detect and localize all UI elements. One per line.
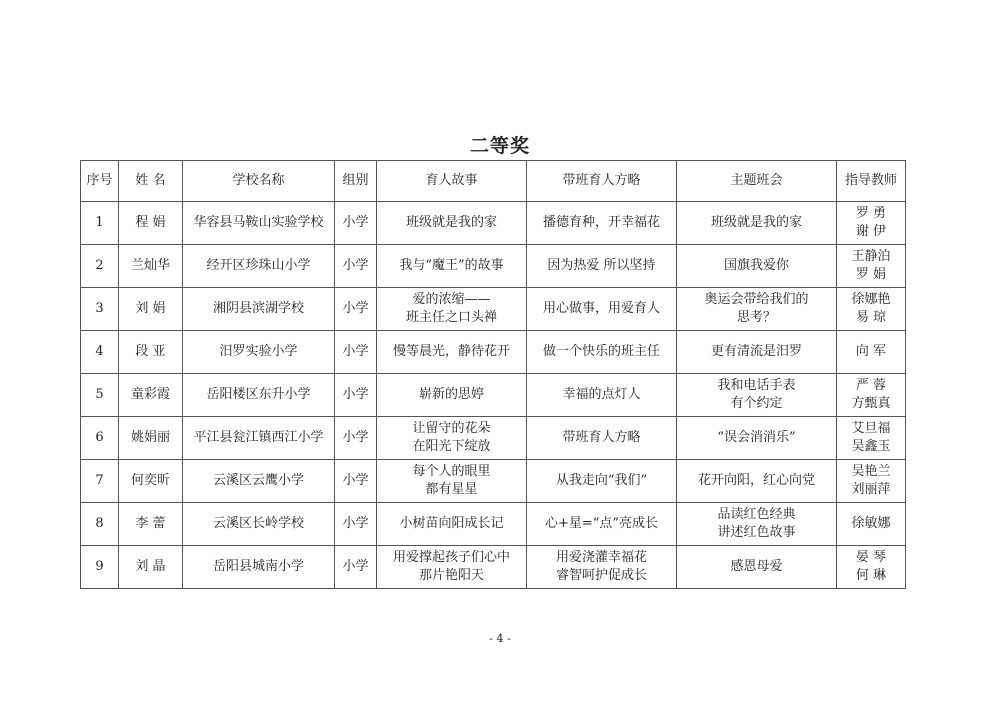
school-name: 岳阳县城南小学 bbox=[183, 546, 335, 589]
group: 小学 bbox=[335, 331, 377, 374]
header-name: 姓 名 bbox=[119, 161, 183, 202]
advisor-names-line: 向 军 bbox=[855, 344, 887, 359]
strategy-title-line: 心+星=“点”亮成长 bbox=[544, 516, 659, 531]
advisor-names-line: 刘丽萍 bbox=[851, 482, 891, 497]
school-name: 岳阳楼区东升小学 bbox=[183, 374, 335, 417]
header-group: 组别 bbox=[335, 161, 377, 202]
table-row bbox=[81, 202, 906, 245]
story-title bbox=[377, 288, 527, 331]
advisor-names-line: 方甄真 bbox=[851, 396, 891, 411]
school-name: 华容县马鞍山实验学校 bbox=[183, 202, 335, 245]
story-title-line: 崭新的思婷 bbox=[418, 387, 484, 402]
group: 小学 bbox=[335, 245, 377, 288]
row-index: 4 bbox=[81, 331, 119, 374]
row-index: 6 bbox=[81, 417, 119, 460]
table-row bbox=[81, 374, 906, 417]
advisor-names-line: 罗 娟 bbox=[855, 267, 887, 282]
school-name: 云溪区长岭学校 bbox=[183, 503, 335, 546]
strategy-title bbox=[527, 417, 677, 460]
header-class-meeting: 主题班会 bbox=[677, 161, 837, 202]
class-meeting-title bbox=[677, 331, 837, 374]
awardee-name: 何奕昕 bbox=[119, 460, 183, 503]
advisor-names bbox=[837, 374, 906, 417]
story-title-line: 每个人的眼里 bbox=[412, 464, 491, 479]
table-header-row bbox=[81, 161, 906, 202]
strategy-title bbox=[527, 202, 677, 245]
class-meeting-title bbox=[677, 288, 837, 331]
story-title bbox=[377, 202, 527, 245]
advisor-names-line: 罗 勇 bbox=[855, 206, 887, 221]
table-row bbox=[81, 460, 906, 503]
advisor-names-line: 吴艳兰 bbox=[851, 464, 891, 479]
header-strategy: 带班育人方略 bbox=[527, 161, 677, 202]
strategy-title-line: 幸福的点灯人 bbox=[562, 387, 641, 402]
group: 小学 bbox=[335, 202, 377, 245]
story-title-line: 爱的浓缩—— bbox=[412, 292, 491, 307]
class-meeting-title-line: “误会消消乐” bbox=[717, 430, 796, 445]
class-meeting-title-line: 班级就是我的家 bbox=[710, 215, 802, 230]
class-meeting-title-line: 品读红色经典 bbox=[717, 507, 796, 522]
class-meeting-title-line: 国旗我爱你 bbox=[723, 258, 789, 273]
story-title bbox=[377, 417, 527, 460]
row-index: 9 bbox=[81, 546, 119, 589]
class-meeting-title bbox=[677, 417, 837, 460]
header-advisor: 指导教师 bbox=[837, 161, 906, 202]
story-title bbox=[377, 374, 527, 417]
class-meeting-title bbox=[677, 245, 837, 288]
group: 小学 bbox=[335, 546, 377, 589]
story-title-line: 小树苗向阳成长记 bbox=[399, 516, 504, 531]
advisor-names bbox=[837, 202, 906, 245]
story-title bbox=[377, 331, 527, 374]
strategy-title bbox=[527, 245, 677, 288]
class-meeting-title bbox=[677, 460, 837, 503]
strategy-title-line: 睿智呵护促成长 bbox=[555, 568, 647, 583]
advisor-names bbox=[837, 245, 906, 288]
strategy-title bbox=[527, 288, 677, 331]
class-meeting-title bbox=[677, 374, 837, 417]
advisor-names-line: 严 蓉 bbox=[855, 378, 887, 393]
story-title bbox=[377, 546, 527, 589]
class-meeting-title-line: 思考？ bbox=[736, 310, 776, 325]
row-index: 1 bbox=[81, 202, 119, 245]
awardee-name: 刘 晶 bbox=[119, 546, 183, 589]
strategy-title-line: 用心做事，用爱育人 bbox=[542, 301, 660, 316]
advisor-names bbox=[837, 417, 906, 460]
awardee-name: 姚娟丽 bbox=[119, 417, 183, 460]
class-meeting-title bbox=[677, 202, 837, 245]
strategy-title bbox=[527, 331, 677, 374]
class-meeting-title-line: 讲述红色故事 bbox=[717, 525, 796, 540]
advisor-names bbox=[837, 503, 906, 546]
strategy-title bbox=[527, 546, 677, 589]
school-name: 平江县瓮江镇西江小学 bbox=[183, 417, 335, 460]
class-meeting-title-line: 更有清流是汨罗 bbox=[710, 344, 802, 359]
advisor-names-line: 晏 琴 bbox=[855, 550, 887, 565]
strategy-title-line: 带班育人方略 bbox=[562, 430, 641, 445]
story-title-line: 在阳光下绽放 bbox=[412, 439, 491, 454]
strategy-title bbox=[527, 460, 677, 503]
advisor-names-line: 王静泊 bbox=[851, 249, 891, 264]
advisor-names-line: 吴鑫玉 bbox=[851, 439, 891, 454]
row-index: 3 bbox=[81, 288, 119, 331]
advisor-names bbox=[837, 546, 906, 589]
strategy-title-line: 做一个快乐的班主任 bbox=[542, 344, 660, 359]
school-name: 汨罗实验小学 bbox=[183, 331, 335, 374]
story-title bbox=[377, 503, 527, 546]
strategy-title-line: 用爱浇灌幸福花 bbox=[555, 550, 647, 565]
header-index: 序号 bbox=[81, 161, 119, 202]
table-row bbox=[81, 546, 906, 589]
header-school: 学校名称 bbox=[183, 161, 335, 202]
story-title-line: 我与“魔王”的故事 bbox=[399, 258, 504, 273]
story-title-line: 班主任之口头禅 bbox=[405, 310, 497, 325]
header-story: 育人故事 bbox=[377, 161, 527, 202]
group: 小学 bbox=[335, 288, 377, 331]
row-index: 7 bbox=[81, 460, 119, 503]
school-name: 经开区珍珠山小学 bbox=[183, 245, 335, 288]
table-row bbox=[81, 503, 906, 546]
class-meeting-title bbox=[677, 546, 837, 589]
group: 小学 bbox=[335, 417, 377, 460]
page-number: - 4 - bbox=[489, 632, 511, 645]
row-index: 5 bbox=[81, 374, 119, 417]
class-meeting-title bbox=[677, 503, 837, 546]
strategy-title bbox=[527, 374, 677, 417]
story-title-line: 让留守的花朵 bbox=[412, 421, 491, 436]
class-meeting-title-line: 花开向阳，红心向党 bbox=[697, 473, 815, 488]
awardee-name: 程 娟 bbox=[119, 202, 183, 245]
advisor-names bbox=[837, 460, 906, 503]
strategy-title-line: 从我走向“我们” bbox=[555, 473, 648, 488]
group: 小学 bbox=[335, 503, 377, 546]
advisor-names-line: 易 琼 bbox=[855, 310, 887, 325]
story-title-line: 那片艳阳天 bbox=[418, 568, 484, 583]
page-title: 二等奖 bbox=[469, 135, 530, 157]
awardee-name: 刘 娟 bbox=[119, 288, 183, 331]
advisor-names-line: 艾旦福 bbox=[851, 421, 891, 436]
advisor-names-line: 徐敏娜 bbox=[851, 516, 891, 531]
story-title bbox=[377, 245, 527, 288]
story-title-line: 用爱撑起孩子们心中 bbox=[392, 550, 510, 565]
strategy-title-line: 播德育种，开幸福花 bbox=[542, 215, 660, 230]
story-title-line: 慢等晨光，静待花开 bbox=[392, 344, 510, 359]
advisor-names-line: 徐娜艳 bbox=[851, 292, 891, 307]
awardee-name: 李 蕾 bbox=[119, 503, 183, 546]
strategy-title-line: 因为热爱 所以坚持 bbox=[547, 258, 656, 273]
story-title bbox=[377, 460, 527, 503]
row-index: 8 bbox=[81, 503, 119, 546]
award-table bbox=[80, 160, 906, 589]
class-meeting-title-line: 感恩母爱 bbox=[730, 559, 783, 574]
class-meeting-title-line: 我和电话手表 bbox=[717, 378, 796, 393]
class-meeting-title-line: 有个约定 bbox=[730, 396, 783, 411]
strategy-title bbox=[527, 503, 677, 546]
table-row bbox=[81, 288, 906, 331]
school-name: 云溪区云鹰小学 bbox=[183, 460, 335, 503]
group: 小学 bbox=[335, 374, 377, 417]
advisor-names-line: 何 琳 bbox=[855, 568, 887, 583]
awardee-name: 童彩霞 bbox=[119, 374, 183, 417]
row-index: 2 bbox=[81, 245, 119, 288]
awardee-name: 兰灿华 bbox=[119, 245, 183, 288]
awardee-name: 段 亚 bbox=[119, 331, 183, 374]
story-title-line: 班级就是我的家 bbox=[405, 215, 497, 230]
story-title-line: 都有星星 bbox=[425, 482, 478, 497]
class-meeting-title-line: 奥运会带给我们的 bbox=[704, 292, 809, 307]
advisor-names bbox=[837, 288, 906, 331]
school-name: 湘阴县滨湖学校 bbox=[183, 288, 335, 331]
table-row bbox=[81, 245, 906, 288]
table-row bbox=[81, 331, 906, 374]
table-row bbox=[81, 417, 906, 460]
advisor-names bbox=[837, 331, 906, 374]
group: 小学 bbox=[335, 460, 377, 503]
advisor-names-line: 谢 伊 bbox=[855, 224, 887, 239]
